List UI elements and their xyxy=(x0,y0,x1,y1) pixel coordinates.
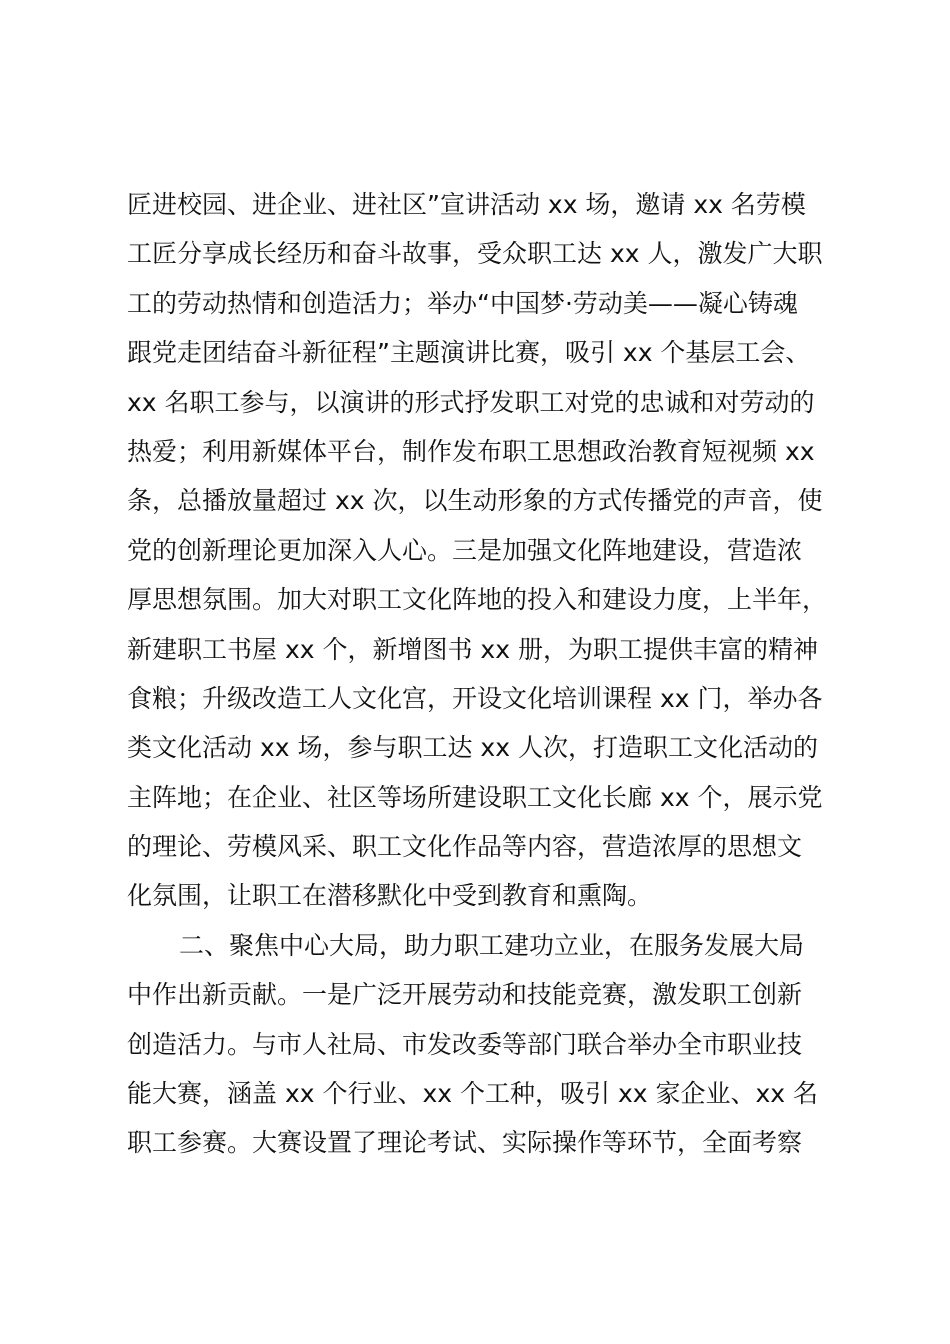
text-line: 厚思想氛围。加大对职工文化阵地的投入和建设力度，上半年， xyxy=(127,585,828,615)
text-line: 的理论、劳模风采、职工文化作品等内容，营造浓厚的思想文 xyxy=(127,832,803,862)
text-line: 跟党走团结奋斗新征程”主题演讲比赛，吸引 xx 个基层工会、 xyxy=(127,338,811,368)
section-heading-line: 二、聚焦中心大局，助力职工建功立业，在服务发展大局 xyxy=(179,930,805,960)
text-line: 党的创新理论更加深入人心。三是加强文化阵地建设，营造浓 xyxy=(127,535,803,565)
text-line: 创造活力。与市人社局、市发改委等部门联合举办全市职业技 xyxy=(127,1029,803,1059)
text-line: 工匠分享成长经历和奋斗故事，受众职工达 xx 人，激发广大职 xyxy=(127,239,823,269)
text-line: 中作出新贡献。一是广泛开展劳动和技能竞赛，激发职工创新 xyxy=(127,980,803,1010)
text-line: 主阵地；在企业、社区等场所建设职工文化长廊 xx 个，展示党 xyxy=(127,782,823,812)
text-line: 条，总播放量超过 xx 次，以生动形象的方式传播党的声音，使 xyxy=(127,486,823,516)
text-line: 职工参赛。大赛设置了理论考试、实际操作等环节，全面考察 xyxy=(127,1128,803,1158)
text-line: 热爱；利用新媒体平台，制作发布职工思想政治教育短视频 xx xyxy=(127,436,815,466)
text-line: 化氛围，让职工在潜移默化中受到教育和熏陶。 xyxy=(127,881,653,911)
text-line: 新建职工书屋 xx 个，新增图书 xx 册，为职工提供丰富的精神 xyxy=(127,634,818,664)
text-line: 工的劳动热情和创造活力；举办“中国梦·劳动美——凝心铸魂 xyxy=(127,288,798,318)
text-line: 能大赛，涵盖 xx 个行业、xx 个工种，吸引 xx 家企业、xx 名 xyxy=(127,1079,819,1109)
body-text xyxy=(127,180,867,1168)
text-line: 食粮；升级改造工人文化宫，开设文化培训课程 xx 门，举办各 xyxy=(127,683,823,713)
text-line: xx 名职工参与，以演讲的形式抒发职工对党的忠诚和对劳动的 xyxy=(127,387,815,417)
text-line: 匠进校园、进企业、进社区”宣讲活动 xx 场，邀请 xx 名劳模 xyxy=(127,190,806,219)
text-line: 类文化活动 xx 场，参与职工达 xx 人次，打造职工文化活动的 xyxy=(127,733,818,763)
